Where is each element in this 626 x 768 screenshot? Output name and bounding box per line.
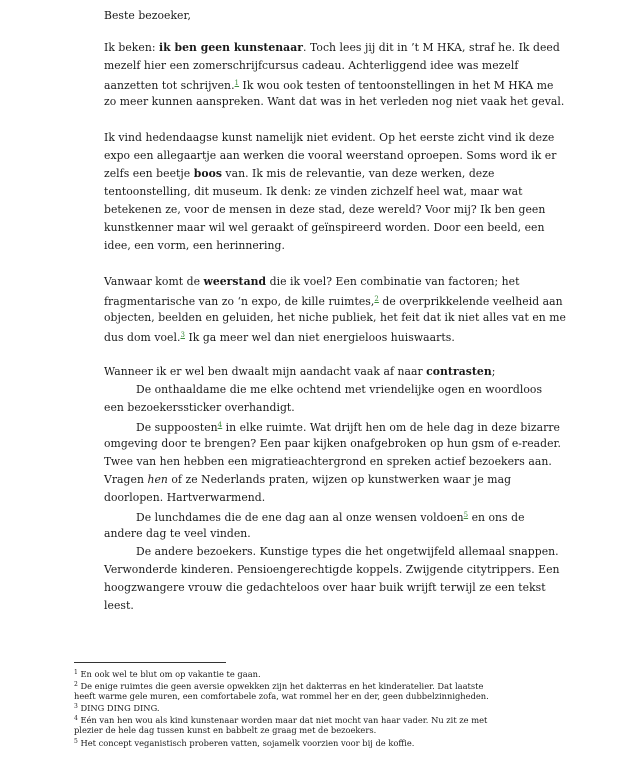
text: Ik wou ook testen of tentoonstellingen in het M HKA me bbox=[239, 79, 554, 92]
contrast-item-1-line-2: een bezoekerssticker overhandigt. bbox=[104, 401, 295, 414]
footnote-separator bbox=[74, 662, 226, 663]
contrast-item-2-line-1 bbox=[136, 418, 560, 435]
text: in elke ruimte. Wat drijft hen om de hele dag in deze bizarre bbox=[222, 421, 560, 434]
text: Wanneer ik er wel ben dwaalt mijn aandacht vaak af naar bbox=[104, 365, 427, 378]
text: Ik ga meer wel dan niet energieloos huiswaarts. bbox=[184, 331, 455, 344]
footnote-text: En ook wel te blut om op vakantie te gaan. bbox=[77, 669, 261, 679]
text: De lunchdames die de ene dag aan al onze wensen voldoen bbox=[136, 511, 464, 524]
footnote-5 bbox=[74, 737, 414, 748]
paragraph-3-line-3: objecten, beelden en geluiden, het niche publiek, het feit dat ik niet alles vat en me bbox=[104, 311, 567, 324]
paragraph-2-line-2: expo een allegaartje aan werken die vooral weerstand oproepen. Soms word ik er bbox=[104, 149, 557, 162]
text: De suppoosten bbox=[136, 421, 218, 434]
paragraph-2-line-1: Ik vind hedendaagse kunst namelijk niet evident. Op het eerste zicht vind ik deze bbox=[104, 131, 555, 144]
contrast-item-2-line-3: Twee van hen hebben een migratieachtergrond en spreken actief bezoekers aan. bbox=[104, 455, 552, 468]
footnote-2-line-1 bbox=[74, 680, 483, 691]
footnote-number: 1 bbox=[74, 669, 78, 676]
paragraph-2-line-4: tentoonstelling, dit museum. Ik denk: ze vinden zichzelf heel wat, maar wat bbox=[104, 185, 523, 198]
paragraph-3-line-4 bbox=[104, 328, 455, 345]
footnote-number: 4 bbox=[74, 715, 78, 722]
paragraph-1-line-3 bbox=[104, 76, 553, 93]
italic-text: hen bbox=[147, 473, 168, 486]
greeting: Beste bezoeker, bbox=[104, 9, 191, 22]
text: aanzetten tot schrijven. bbox=[104, 79, 235, 92]
text: die ik voel? Een combinatie van factoren; het bbox=[266, 275, 520, 288]
contrast-item-2-line-5: doorlopen. Hartverwarmend. bbox=[104, 491, 266, 504]
text: dus dom voel. bbox=[104, 331, 181, 344]
footnote-ref-5[interactable]: 5 bbox=[463, 511, 469, 519]
footnote-1 bbox=[74, 668, 261, 679]
text: Vragen bbox=[104, 473, 148, 486]
contrast-item-3-line-1 bbox=[136, 508, 525, 525]
emphasis-text: boos bbox=[193, 167, 222, 180]
text: van. Ik mis de relevantie, van deze werken, deze bbox=[221, 167, 495, 180]
footnote-text: De enige ruimtes die geen aversie opwekken zijn het dakterras en het kinderatelier. Dat laatste bbox=[77, 681, 484, 691]
emphasis-text: weerstand bbox=[203, 275, 267, 288]
footnote-3 bbox=[74, 702, 160, 713]
text: of ze Nederlands praten, wijzen op kunstwerken waar je mag bbox=[167, 473, 512, 486]
paragraph-1-line-2: mezelf hier een zomerschrijfcursus cadeau. Achterliggend idee was mezelf bbox=[104, 59, 519, 72]
footnote-4-line-2: plezier de hele dag tussen kunst en babbelt ze graag met de bezoekers. bbox=[74, 725, 377, 735]
text: ; bbox=[491, 365, 496, 378]
contrast-item-4-line-4: leest. bbox=[104, 599, 134, 612]
text: zelfs een beetje bbox=[104, 167, 194, 180]
footnote-ref-2[interactable]: 2 bbox=[374, 295, 379, 303]
contrast-item-4-line-2: Verwonderde kinderen. Pensioengerechtigde koppels. Zwijgende citytrippers. Een bbox=[104, 563, 560, 576]
text: Ik beken: bbox=[104, 41, 159, 54]
text: en ons de bbox=[468, 511, 525, 524]
paragraph-1-line-1 bbox=[104, 40, 560, 55]
footnote-number: 2 bbox=[74, 681, 78, 688]
contrast-item-2-line-2: omgeving door te brengen? Een paar kijken onafgebroken op hun gsm of e-reader. bbox=[104, 437, 562, 450]
paragraph-2-line-5: betekenen ze, voor de mensen in deze stad, deze wereld? Voor mij? Ik ben geen bbox=[104, 203, 546, 216]
footnote-ref-4[interactable]: 4 bbox=[217, 421, 223, 429]
contrast-item-1-line-1: De onthaaldame die me elke ochtend met vriendelijke ogen en woordloos bbox=[136, 383, 543, 396]
footnote-number: 5 bbox=[74, 738, 78, 745]
contrast-item-4-line-3: hoogzwangere vrouw die gedachteloos over haar buik wrijft terwijl ze een tekst bbox=[104, 581, 546, 594]
footnote-ref-1[interactable]: 1 bbox=[234, 79, 240, 87]
footnote-text: Het concept veganistisch proberen vatten, sojamelk voorzien voor bij de koffie. bbox=[77, 738, 415, 748]
footnote-number: 3 bbox=[74, 703, 78, 710]
paragraph-2-line-6: kunstkenner maar wil wel geraakt of geïnspireerd worden. Door een beeld, een bbox=[104, 221, 545, 234]
paragraph-2-line-3 bbox=[104, 166, 494, 181]
paragraph-3-line-2 bbox=[104, 292, 563, 309]
footnote-text: Eén van hen wou als kind kunstenaar worden maar dat niet mocht van haar vader. Nu zit ze met bbox=[77, 715, 488, 725]
footnote-ref-3[interactable]: 3 bbox=[180, 331, 185, 339]
emphasis-text: ik ben geen kunstenaar bbox=[159, 41, 304, 54]
contrast-item-3-line-2: andere dag te veel vinden. bbox=[104, 527, 251, 540]
footnote-text: DING DING DING. bbox=[77, 703, 160, 713]
footnote-2-line-2: heeft warme gele muren, een comfortabele zofa, wat rommel her en der, geen dubbelzinnigheden. bbox=[74, 691, 489, 701]
text: Vanwaar komt de bbox=[104, 275, 204, 288]
text: fragmentarische van zo ‘n expo, de kille ruimtes, bbox=[104, 295, 375, 308]
text: de overprikkelende veelheid aan bbox=[378, 295, 563, 308]
paragraph-4-intro bbox=[104, 364, 495, 379]
paragraph-2-line-7: idee, een vorm, een herinnering. bbox=[104, 239, 285, 252]
paragraph-1-line-4: zo meer kunnen aanspreken. Want dat was in het verleden nog niet vaak het geval. bbox=[104, 95, 565, 108]
paragraph-3-line-1 bbox=[104, 274, 519, 289]
contrast-item-4-line-1: De andere bezoekers. Kunstige types die het ongetwijfeld allemaal snappen. bbox=[136, 545, 559, 558]
text: . Toch lees jij dit in ’t M HKA, straf he. Ik deed bbox=[303, 41, 560, 54]
emphasis-text: contrasten bbox=[426, 365, 492, 378]
contrast-item-2-line-4 bbox=[104, 472, 511, 487]
footnote-4-line-1 bbox=[74, 714, 487, 725]
